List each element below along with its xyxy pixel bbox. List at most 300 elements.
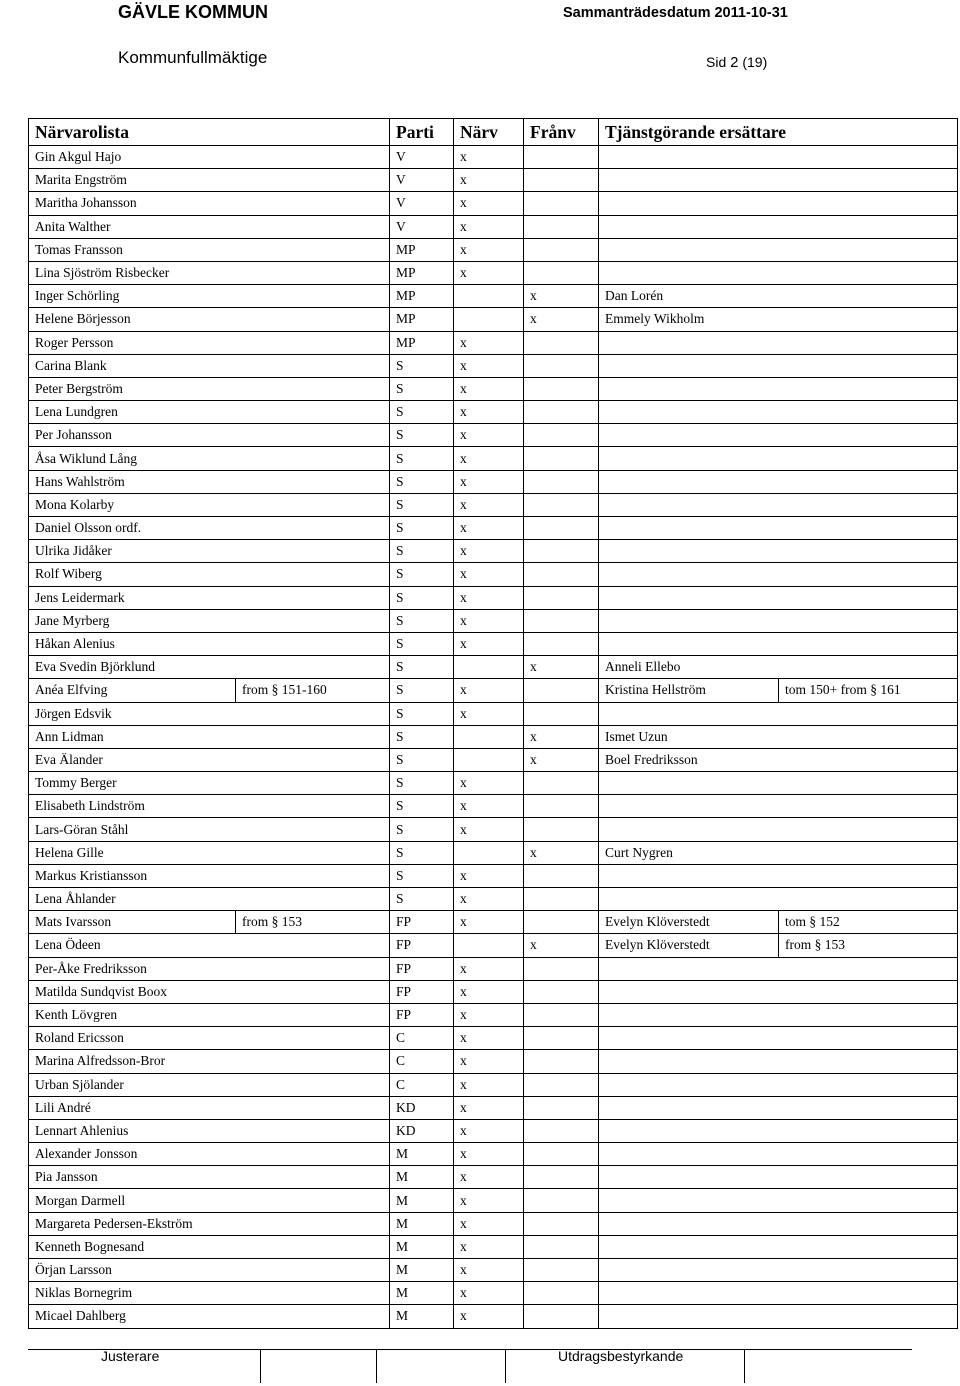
substitute-period xyxy=(779,285,958,308)
member-name: Micael Dahlberg xyxy=(29,1305,236,1328)
absent-mark xyxy=(524,354,599,377)
member-name: Helena Gille xyxy=(29,841,236,864)
table-row xyxy=(29,632,958,655)
present-mark: x xyxy=(454,1282,524,1305)
member-party: S xyxy=(390,725,454,748)
member-party: S xyxy=(390,888,454,911)
member-period xyxy=(236,632,390,655)
member-name: Anéa Elfving xyxy=(29,679,236,702)
substitute-name xyxy=(599,377,779,400)
footer-divider xyxy=(28,1349,912,1350)
absent-mark xyxy=(524,493,599,516)
present-mark: x xyxy=(454,679,524,702)
member-period xyxy=(236,401,390,424)
present-mark: x xyxy=(454,424,524,447)
member-period xyxy=(236,1096,390,1119)
substitute-name xyxy=(599,1143,779,1166)
member-period xyxy=(236,1189,390,1212)
substitute-period xyxy=(779,1143,958,1166)
member-period xyxy=(236,192,390,215)
member-period xyxy=(236,1259,390,1282)
substitute-name xyxy=(599,493,779,516)
footer-divider-2 xyxy=(376,1349,377,1383)
substitute-name xyxy=(599,424,779,447)
table-row xyxy=(29,702,958,725)
absent-mark xyxy=(524,447,599,470)
member-name: Tomas Fransson xyxy=(29,238,236,261)
substitute-period xyxy=(779,1003,958,1026)
absent-mark: x xyxy=(524,656,599,679)
member-period xyxy=(236,748,390,771)
absent-mark xyxy=(524,1073,599,1096)
table-row xyxy=(29,238,958,261)
member-party: MP xyxy=(390,331,454,354)
table-row xyxy=(29,957,958,980)
member-period xyxy=(236,517,390,540)
member-name: Marina Alfredsson-Bror xyxy=(29,1050,236,1073)
substitute-name xyxy=(599,1235,779,1258)
member-party: S xyxy=(390,748,454,771)
substitute-period xyxy=(779,331,958,354)
member-name: Lennart Ahlenius xyxy=(29,1119,236,1142)
table-row xyxy=(29,818,958,841)
member-name: Alexander Jonsson xyxy=(29,1143,236,1166)
present-mark: x xyxy=(454,1050,524,1073)
substitute-period xyxy=(779,888,958,911)
table-row xyxy=(29,563,958,586)
substitute-period xyxy=(779,424,958,447)
absent-mark xyxy=(524,563,599,586)
footer-divider-3 xyxy=(505,1349,506,1383)
member-name: Eva Älander xyxy=(29,748,236,771)
present-mark xyxy=(454,285,524,308)
substitute-name: Evelyn Klöverstedt xyxy=(599,911,779,934)
present-mark: x xyxy=(454,563,524,586)
member-period xyxy=(236,1003,390,1026)
member-name: Helene Börjesson xyxy=(29,308,236,331)
absent-mark xyxy=(524,957,599,980)
member-period xyxy=(236,1212,390,1235)
absent-mark xyxy=(524,679,599,702)
member-period xyxy=(236,563,390,586)
substitute-period xyxy=(779,377,958,400)
substitute-period xyxy=(779,748,958,771)
member-name: Niklas Bornegrim xyxy=(29,1282,236,1305)
table-row xyxy=(29,1282,958,1305)
footer-certification: Utdragsbestyrkande xyxy=(558,1348,684,1364)
member-period xyxy=(236,772,390,795)
member-period xyxy=(236,215,390,238)
substitute-name xyxy=(599,957,779,980)
member-period xyxy=(236,1027,390,1050)
member-party: S xyxy=(390,632,454,655)
table-row xyxy=(29,1212,958,1235)
present-mark: x xyxy=(454,1096,524,1119)
present-mark xyxy=(454,841,524,864)
member-period xyxy=(236,470,390,493)
substitute-period xyxy=(779,1166,958,1189)
org-name: GÄVLE KOMMUN xyxy=(118,2,268,22)
member-party: M xyxy=(390,1259,454,1282)
member-party: S xyxy=(390,354,454,377)
present-mark: x xyxy=(454,795,524,818)
table-row xyxy=(29,748,958,771)
substitute-period xyxy=(779,1096,958,1119)
member-name: Inger Schörling xyxy=(29,285,236,308)
page-total: (19) xyxy=(742,54,768,70)
substitute-name: Emmely Wikholm xyxy=(599,308,779,331)
member-period: from § 151-160 xyxy=(236,679,390,702)
present-mark: x xyxy=(454,377,524,400)
substitute-period xyxy=(779,540,958,563)
member-party: S xyxy=(390,586,454,609)
substitute-name: Boel Fredriksson xyxy=(599,748,779,771)
absent-mark xyxy=(524,169,599,192)
table-row xyxy=(29,1305,958,1328)
substitute-name xyxy=(599,772,779,795)
substitute-name xyxy=(599,1050,779,1073)
member-period xyxy=(236,957,390,980)
substitute-period xyxy=(779,632,958,655)
substitute-name xyxy=(599,795,779,818)
table-row xyxy=(29,517,958,540)
member-period xyxy=(236,702,390,725)
member-period xyxy=(236,841,390,864)
absent-mark xyxy=(524,517,599,540)
substitute-name: Evelyn Klöverstedt xyxy=(599,934,779,957)
absent-mark xyxy=(524,1305,599,1328)
absent-mark xyxy=(524,401,599,424)
substitute-name: Anneli Ellebo xyxy=(599,656,779,679)
present-mark: x xyxy=(454,1003,524,1026)
absent-mark xyxy=(524,146,599,169)
substitute-period xyxy=(779,702,958,725)
absent-mark xyxy=(524,911,599,934)
member-name: Gin Akgul Hajo xyxy=(29,146,236,169)
absent-mark: x xyxy=(524,934,599,957)
substitute-period xyxy=(779,1073,958,1096)
present-mark: x xyxy=(454,447,524,470)
absent-mark xyxy=(524,1212,599,1235)
substitute-name xyxy=(599,563,779,586)
member-period xyxy=(236,308,390,331)
present-mark: x xyxy=(454,702,524,725)
substitute-period xyxy=(779,1212,958,1235)
member-period xyxy=(236,888,390,911)
member-party: C xyxy=(390,1027,454,1050)
table-row xyxy=(29,772,958,795)
member-period xyxy=(236,424,390,447)
member-period xyxy=(236,934,390,957)
absent-mark xyxy=(524,424,599,447)
member-name: Lena Lundgren xyxy=(29,401,236,424)
member-party: S xyxy=(390,841,454,864)
present-mark: x xyxy=(454,772,524,795)
member-name: Pia Jansson xyxy=(29,1166,236,1189)
member-party: M xyxy=(390,1143,454,1166)
table-row xyxy=(29,934,958,957)
absent-mark xyxy=(524,1003,599,1026)
table-row xyxy=(29,1073,958,1096)
member-party: M xyxy=(390,1189,454,1212)
member-name: Örjan Larsson xyxy=(29,1259,236,1282)
member-name: Margareta Pedersen-Ekström xyxy=(29,1212,236,1235)
present-mark: x xyxy=(454,1189,524,1212)
substitute-name xyxy=(599,215,779,238)
member-period xyxy=(236,1235,390,1258)
member-period xyxy=(236,540,390,563)
member-party: M xyxy=(390,1212,454,1235)
absent-mark xyxy=(524,470,599,493)
member-name: Kenth Lövgren xyxy=(29,1003,236,1026)
substitute-period xyxy=(779,841,958,864)
col-header-absent: Frånv xyxy=(524,119,599,146)
member-name: Maritha Johansson xyxy=(29,192,236,215)
present-mark: x xyxy=(454,888,524,911)
col-header-substitute: Tjänstgörande ersättare xyxy=(599,119,958,146)
page-prefix: Sid xyxy=(706,54,727,70)
present-mark: x xyxy=(454,632,524,655)
substitute-period xyxy=(779,795,958,818)
substitute-name xyxy=(599,261,779,284)
table-row xyxy=(29,586,958,609)
member-party: FP xyxy=(390,911,454,934)
member-name: Lars-Göran Ståhl xyxy=(29,818,236,841)
present-mark: x xyxy=(454,1119,524,1142)
table-row xyxy=(29,609,958,632)
absent-mark xyxy=(524,1050,599,1073)
substitute-period xyxy=(779,192,958,215)
substitute-name xyxy=(599,169,779,192)
substitute-name xyxy=(599,470,779,493)
member-party: S xyxy=(390,609,454,632)
substitute-period xyxy=(779,447,958,470)
substitute-name xyxy=(599,818,779,841)
substitute-period xyxy=(779,586,958,609)
member-party: S xyxy=(390,864,454,887)
present-mark xyxy=(454,308,524,331)
substitute-name xyxy=(599,1212,779,1235)
member-party: FP xyxy=(390,980,454,1003)
substitute-period xyxy=(779,146,958,169)
member-period xyxy=(236,1166,390,1189)
absent-mark xyxy=(524,888,599,911)
member-name: Per Johansson xyxy=(29,424,236,447)
table-row xyxy=(29,656,958,679)
substitute-name xyxy=(599,331,779,354)
absent-mark: x xyxy=(524,725,599,748)
substitute-period xyxy=(779,1235,958,1258)
substitute-name xyxy=(599,702,779,725)
substitute-period xyxy=(779,563,958,586)
member-party: C xyxy=(390,1073,454,1096)
absent-mark xyxy=(524,1166,599,1189)
member-party: S xyxy=(390,563,454,586)
absent-mark xyxy=(524,1189,599,1212)
substitute-period xyxy=(779,1027,958,1050)
table-row xyxy=(29,308,958,331)
absent-mark xyxy=(524,864,599,887)
member-period xyxy=(236,1050,390,1073)
member-party: M xyxy=(390,1282,454,1305)
substitute-period xyxy=(779,864,958,887)
table-row xyxy=(29,725,958,748)
member-party: FP xyxy=(390,934,454,957)
member-name: Lili André xyxy=(29,1096,236,1119)
substitute-period xyxy=(779,238,958,261)
member-party: S xyxy=(390,470,454,493)
absent-mark xyxy=(524,331,599,354)
substitute-period xyxy=(779,1119,958,1142)
present-mark: x xyxy=(454,586,524,609)
substitute-name xyxy=(599,1305,779,1328)
member-period xyxy=(236,169,390,192)
table-row xyxy=(29,493,958,516)
member-party: MP xyxy=(390,261,454,284)
absent-mark xyxy=(524,215,599,238)
absent-mark xyxy=(524,586,599,609)
member-party: FP xyxy=(390,957,454,980)
member-party: V xyxy=(390,215,454,238)
member-period xyxy=(236,609,390,632)
present-mark: x xyxy=(454,1166,524,1189)
member-party: V xyxy=(390,192,454,215)
present-mark: x xyxy=(454,215,524,238)
substitute-name xyxy=(599,1073,779,1096)
substitute-period xyxy=(779,308,958,331)
present-mark xyxy=(454,934,524,957)
member-period xyxy=(236,1119,390,1142)
table-row xyxy=(29,795,958,818)
member-name: Roger Persson xyxy=(29,331,236,354)
substitute-period xyxy=(779,1189,958,1212)
member-period xyxy=(236,238,390,261)
member-name: Matilda Sundqvist Boox xyxy=(29,980,236,1003)
table-row xyxy=(29,1050,958,1073)
member-period xyxy=(236,493,390,516)
substitute-name xyxy=(599,238,779,261)
member-party: FP xyxy=(390,1003,454,1026)
present-mark: x xyxy=(454,609,524,632)
member-period xyxy=(236,795,390,818)
absent-mark xyxy=(524,609,599,632)
present-mark: x xyxy=(454,957,524,980)
table-row xyxy=(29,1119,958,1142)
absent-mark xyxy=(524,1235,599,1258)
member-period xyxy=(236,656,390,679)
member-name: Roland Ericsson xyxy=(29,1027,236,1050)
attendance-table xyxy=(28,118,958,1329)
present-mark: x xyxy=(454,864,524,887)
substitute-period xyxy=(779,401,958,424)
substitute-name xyxy=(599,888,779,911)
col-header-name: Närvarolista xyxy=(29,119,390,146)
substitute-period xyxy=(779,818,958,841)
member-name: Mats Ivarsson xyxy=(29,911,236,934)
present-mark: x xyxy=(454,1235,524,1258)
substitute-period xyxy=(779,957,958,980)
member-name: Jane Myrberg xyxy=(29,609,236,632)
present-mark xyxy=(454,656,524,679)
member-party: MP xyxy=(390,238,454,261)
member-party: KD xyxy=(390,1119,454,1142)
table-row xyxy=(29,447,958,470)
table-row xyxy=(29,331,958,354)
member-period xyxy=(236,980,390,1003)
present-mark: x xyxy=(454,192,524,215)
substitute-name xyxy=(599,1119,779,1142)
present-mark: x xyxy=(454,1027,524,1050)
table-row xyxy=(29,911,958,934)
member-party: MP xyxy=(390,308,454,331)
substitute-period xyxy=(779,169,958,192)
present-mark: x xyxy=(454,911,524,934)
member-party: M xyxy=(390,1235,454,1258)
present-mark: x xyxy=(454,261,524,284)
substitute-period xyxy=(779,1282,958,1305)
absent-mark: x xyxy=(524,308,599,331)
absent-mark xyxy=(524,702,599,725)
present-mark: x xyxy=(454,493,524,516)
substitute-name xyxy=(599,586,779,609)
substitute-name xyxy=(599,1003,779,1026)
member-name: Anita Walther xyxy=(29,215,236,238)
absent-mark xyxy=(524,772,599,795)
page-current: 2 xyxy=(730,54,739,71)
member-party: M xyxy=(390,1305,454,1328)
member-period xyxy=(236,146,390,169)
member-name: Daniel Olsson ordf. xyxy=(29,517,236,540)
member-period xyxy=(236,285,390,308)
table-row xyxy=(29,192,958,215)
member-name: Jörgen Edsvik xyxy=(29,702,236,725)
substitute-name xyxy=(599,1096,779,1119)
substitute-period xyxy=(779,470,958,493)
member-name: Morgan Darmell xyxy=(29,1189,236,1212)
substitute-name: Dan Lorén xyxy=(599,285,779,308)
member-party: KD xyxy=(390,1096,454,1119)
substitute-name xyxy=(599,354,779,377)
substitute-name: Ismet Uzun xyxy=(599,725,779,748)
absent-mark xyxy=(524,818,599,841)
member-name: Ulrika Jidåker xyxy=(29,540,236,563)
member-period xyxy=(236,331,390,354)
substitute-period: tom 150+ from § 161 xyxy=(779,679,958,702)
member-party: S xyxy=(390,702,454,725)
absent-mark xyxy=(524,540,599,563)
member-name: Rolf Wiberg xyxy=(29,563,236,586)
substitute-name xyxy=(599,1027,779,1050)
member-name: Mona Kolarby xyxy=(29,493,236,516)
table-row xyxy=(29,1027,958,1050)
substitute-period xyxy=(779,261,958,284)
present-mark: x xyxy=(454,540,524,563)
present-mark: x xyxy=(454,1212,524,1235)
member-name: Lena Åhlander xyxy=(29,888,236,911)
substitute-name xyxy=(599,632,779,655)
substitute-period xyxy=(779,1305,958,1328)
substitute-period: from § 153 xyxy=(779,934,958,957)
table-row xyxy=(29,1003,958,1026)
present-mark: x xyxy=(454,331,524,354)
table-row xyxy=(29,864,958,887)
present-mark: x xyxy=(454,238,524,261)
footer-divider-1 xyxy=(260,1349,261,1383)
substitute-period: tom § 152 xyxy=(779,911,958,934)
member-name: Elisabeth Lindström xyxy=(29,795,236,818)
member-name: Urban Sjölander xyxy=(29,1073,236,1096)
absent-mark: x xyxy=(524,841,599,864)
